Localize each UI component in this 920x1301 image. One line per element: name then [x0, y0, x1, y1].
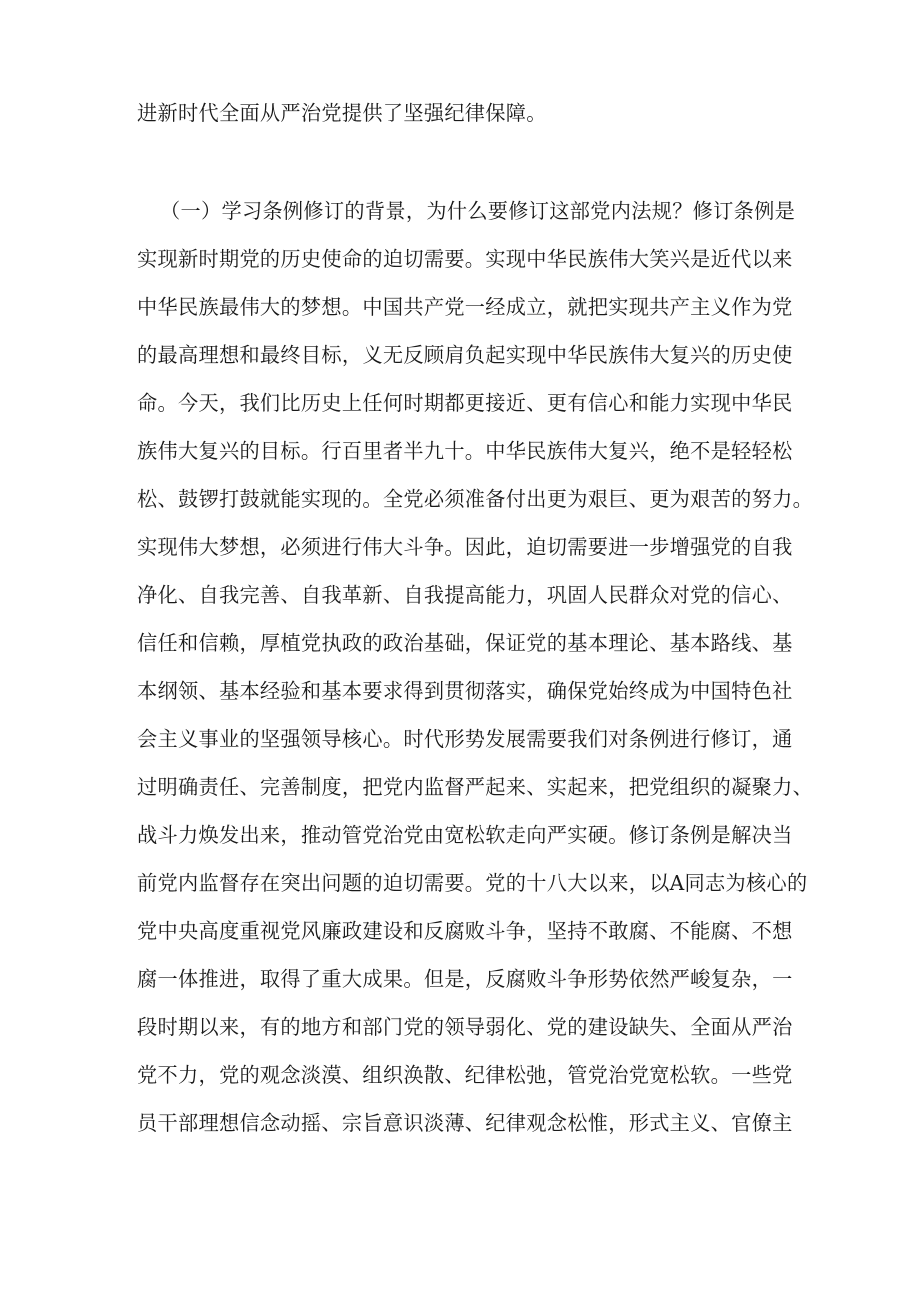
text-line: 过明确责任、完善制度，把党内监督严起来、实起来，把党组织的凝聚力、	[137, 775, 814, 799]
text-line: 中华民族最伟大的梦想。中国共产党一经成立，就把实现共产主义作为党	[137, 295, 793, 319]
text-line: 腐一体推进，取得了重大成果。但是，反腐败斗争形势依然严峻复杂，一	[137, 967, 793, 991]
text-line: 松、鼓锣打鼓就能实现的。全党必须准备付出更为艰巨、更为艰苦的努力。	[137, 487, 814, 511]
section-heading-line: （一）学习条例修订的背景，为什么要修订这部党内法规？修订条例是	[160, 199, 796, 223]
text-line: 战斗力焕发出来，推动管党治党由宽松软走向严实硬。修订条例是解决当	[137, 823, 793, 847]
text-line: 信任和信赖，厚植党执政的政治基础，保证党的基本理论、基本路线、基	[137, 631, 793, 655]
text-line: 命。今天，我们比历史上任何时期都更接近、更有信心和能力实现中华民	[137, 391, 793, 415]
text-line: 的最高理想和最终目标，义无反顾肩负起实现中华民族伟大复兴的历史使	[137, 343, 793, 367]
text-line: 实现新时期党的历史使命的迫切需要。实现中华民族伟大笑兴是近代以来	[137, 247, 793, 271]
text-line: 党中央高度重视党风廉政建设和反腐败斗争，坚持不敢腐、不能腐、不想	[137, 919, 793, 943]
text-line: 进新时代全面从严治党提供了坚强纪律保障。	[137, 101, 547, 125]
text-line: 员干部理想信念动摇、宗旨意识淡薄、纪律观念松惟，形式主义、官僚主	[137, 1111, 793, 1135]
text-line: 实现伟大梦想，必须进行伟大斗争。因此，迫切需要进一步增强党的自我	[137, 535, 793, 559]
text-line: 本纲领、基本经验和基本要求得到贯彻落实，确保党始终成为中国特色社	[137, 679, 793, 703]
text-line: 前党内监督存在突出问题的迫切需要。党的十八大以来，以A同志为核心的	[137, 871, 808, 895]
text-line: 净化、自我完善、自我革新、自我提高能力，巩固人民群众对党的信心、	[137, 583, 793, 607]
text-line: 段时期以来，有的地方和部门党的领导弱化、党的建设缺失、全面从严治	[137, 1015, 793, 1039]
text-line: 会主义事业的坚强领导核心。时代形势发展需要我们对条例进行修订，通	[137, 727, 793, 751]
text-line: 党不力，党的观念淡漠、组织涣散、纪律松弛，管党治党宽松软。一些党	[137, 1063, 793, 1087]
text-line: 族伟大复兴的目标。行百里者半九十。中华民族伟大复兴，绝不是轻轻松	[137, 439, 793, 463]
